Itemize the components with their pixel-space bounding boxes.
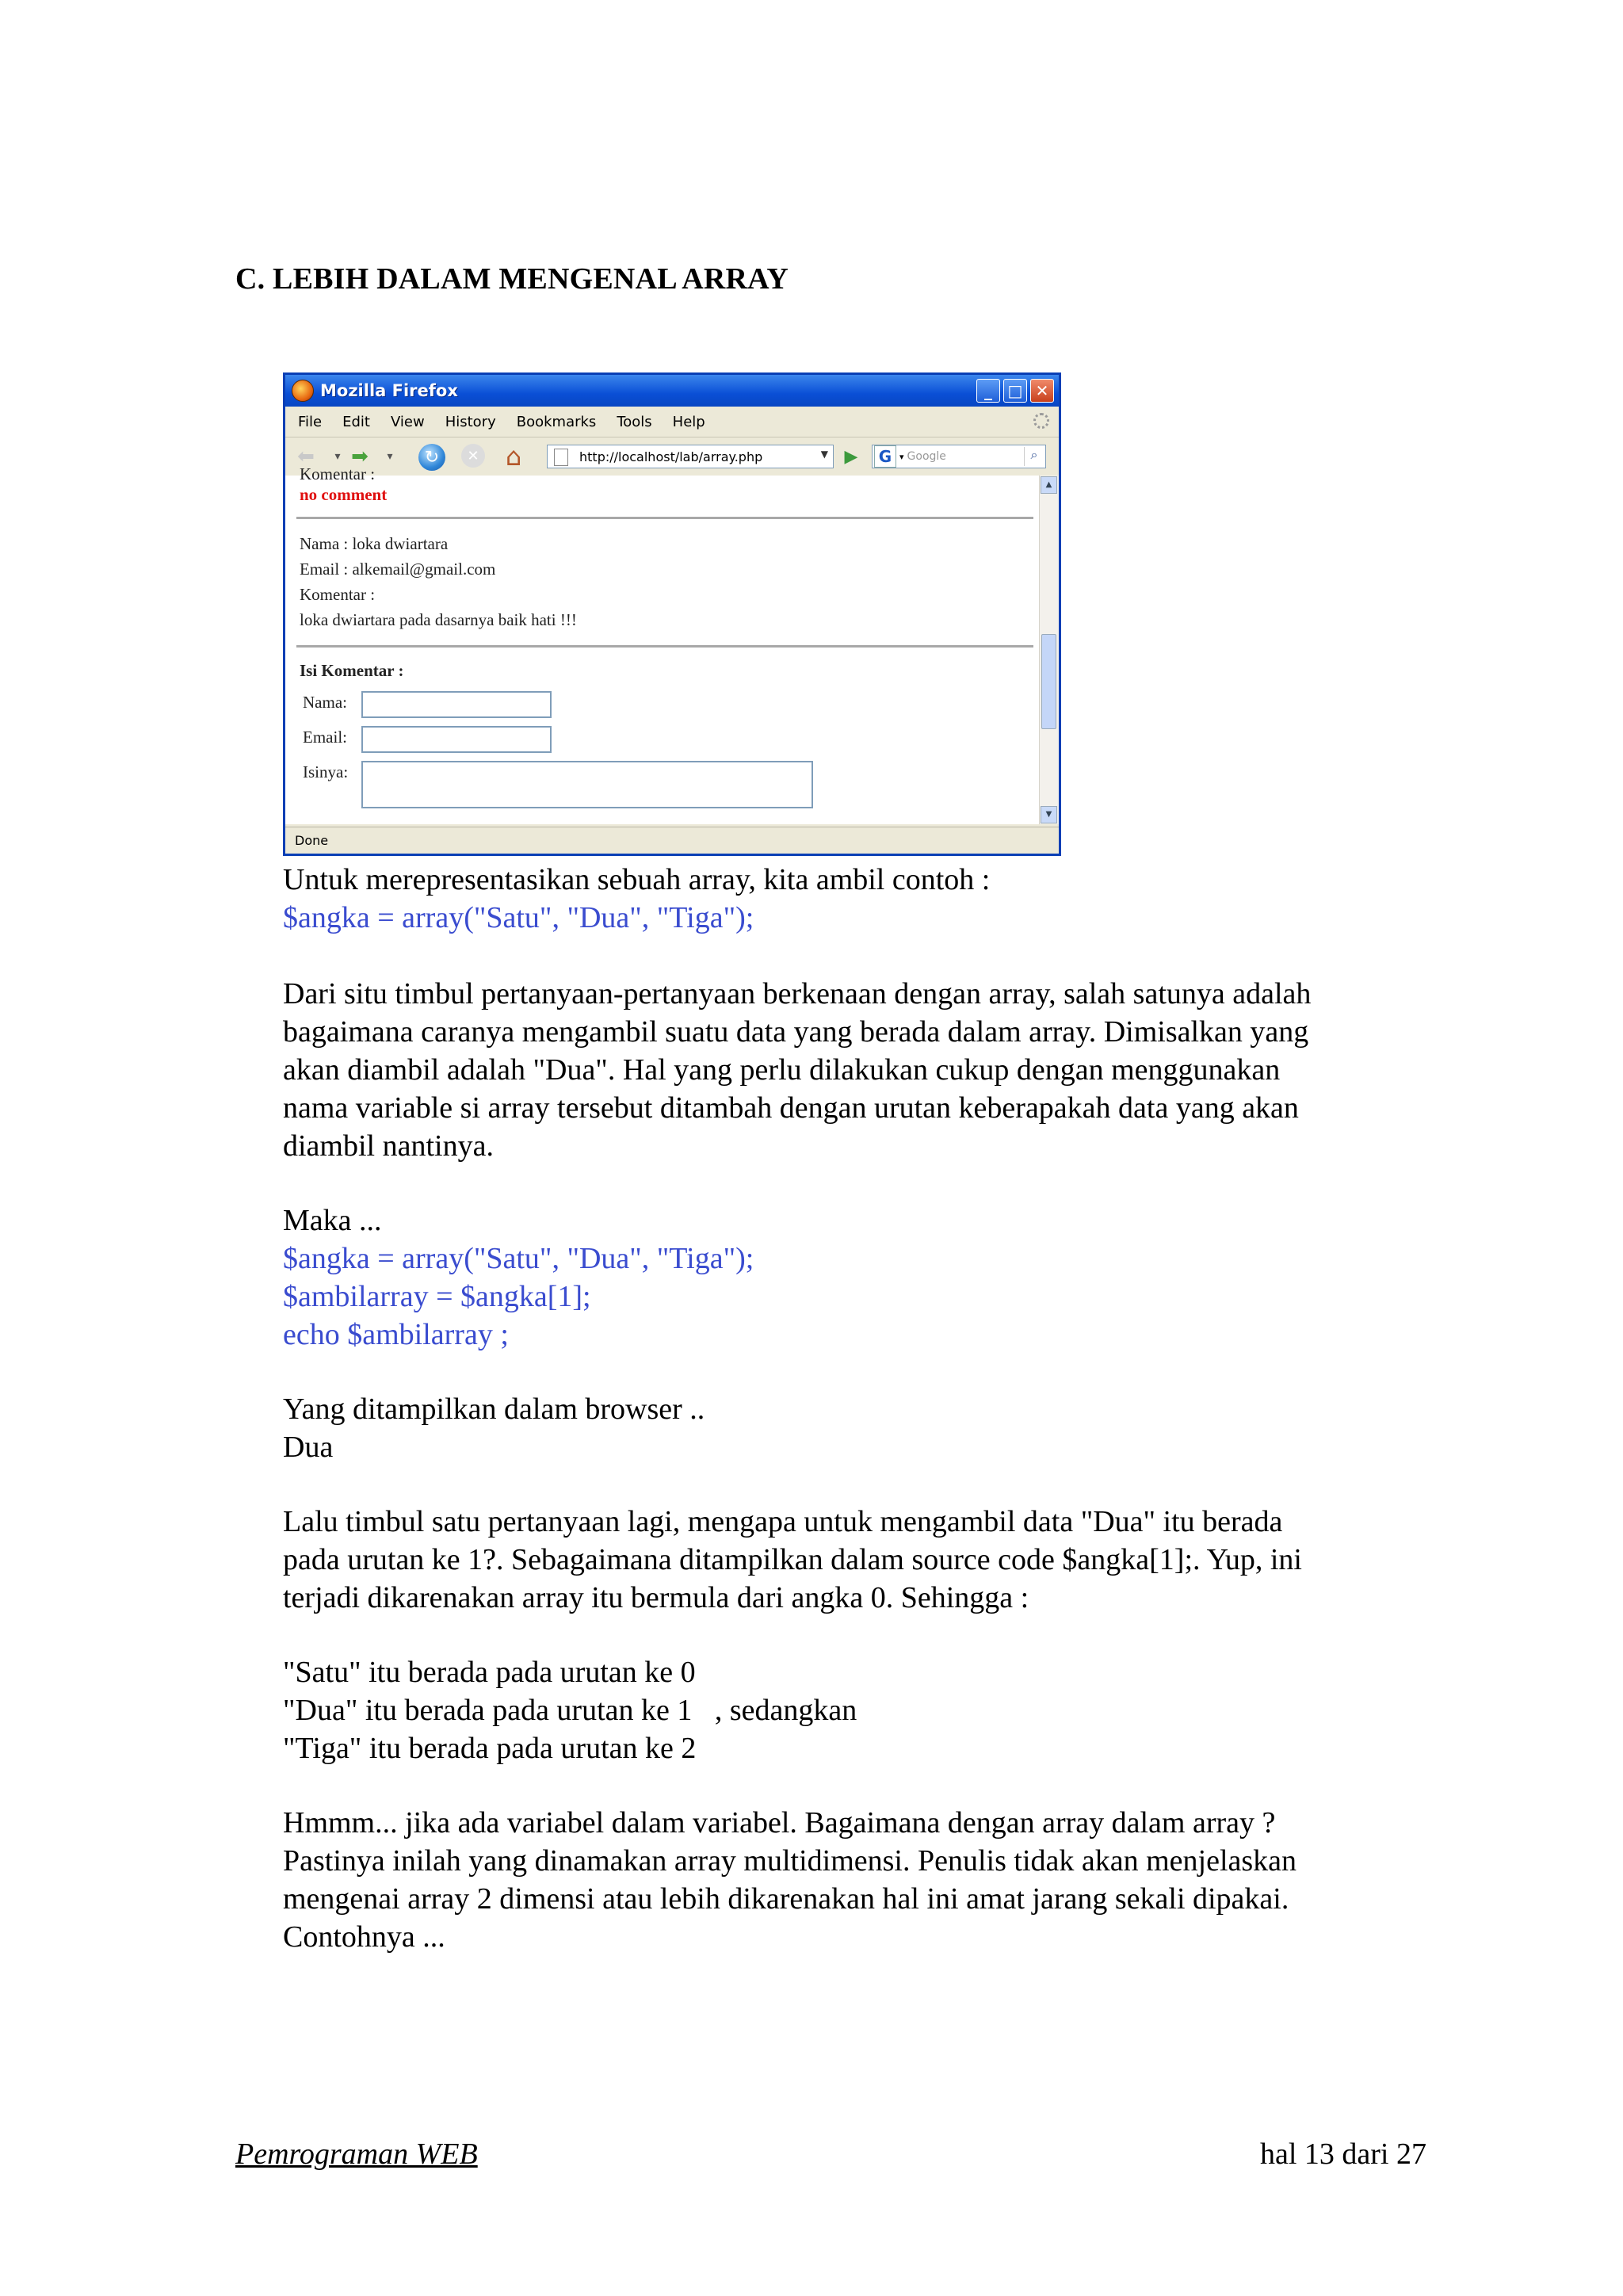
form-title: Isi Komentar : [300, 661, 404, 680]
menu-file[interactable]: File [298, 413, 323, 430]
reload-icon[interactable]: ↻ [418, 444, 445, 471]
isinya-label: Isinya: [303, 762, 349, 781]
back-arrow-icon[interactable]: ⬅ [297, 445, 315, 468]
menu-help[interactable]: Help [672, 413, 705, 430]
email-label: Email: [303, 728, 347, 747]
index-line: "Dua" itu berada pada urutan ke 1 , sedangkan [283, 1694, 857, 1727]
entry-name: Nama : loka dwiartara [300, 534, 449, 553]
email-input[interactable] [361, 726, 552, 753]
search-box[interactable] [872, 445, 1046, 468]
paragraph-line: mengenai array 2 dimensi atau lebih dikarenakan hal ini amat jarang sekali dipakai. [283, 1882, 1289, 1916]
stop-icon[interactable]: ✕ [461, 444, 485, 468]
paragraph-line: terjadi dikarenakan array itu bermula dari angka 0. Sehingga : [283, 1581, 1029, 1614]
paragraph-line: bagaimana caranya mengambil suatu data yang berada dalam array. Dimisalkan yang [283, 1015, 1309, 1049]
entry-komentar-text: loka dwiartara pada dasarnya baik hati !!! [300, 610, 577, 629]
menu-history[interactable]: History [445, 413, 496, 430]
section-heading: C. LEBIH DALAM MENGENAL ARRAY [235, 262, 789, 296]
url-bar[interactable] [547, 445, 834, 468]
search-placeholder: Google [907, 450, 946, 463]
paragraph-output-value: Dua [283, 1431, 334, 1464]
menu-tools[interactable]: Tools [617, 413, 652, 430]
forward-arrow-icon[interactable]: ➡ [351, 445, 369, 468]
paragraph-intro: Untuk merepresentasikan sebuah array, kita ambil contoh : [283, 863, 991, 896]
paragraph-output-label: Yang ditampilkan dalam browser .. [283, 1392, 705, 1426]
paragraph-line: Dari situ timbul pertanyaan-pertanyaan berkenaan dengan array, salah satunya adalah [283, 977, 1312, 1010]
page-icon [554, 449, 568, 466]
paragraph-line: pada urutan ke 1?. Sebagaimana ditampilkan dalam source code $angka[1];. Yup, ini [283, 1543, 1302, 1576]
scroll-down-icon[interactable]: ▼ [1041, 806, 1057, 823]
menu-bookmarks[interactable]: Bookmarks [516, 413, 597, 430]
home-icon[interactable]: ⌂ [505, 441, 522, 472]
paragraph-line: akan diambil adalah "Dua". Hal yang perlu dilakukan cukup dengan menggunakan [283, 1053, 1281, 1087]
divider [296, 645, 1033, 648]
minimize-button[interactable]: _ [976, 379, 1000, 403]
maximize-button[interactable]: □ [1003, 379, 1027, 403]
url-dropdown-icon[interactable]: ▼ [820, 449, 828, 460]
firefox-logo-icon [292, 380, 314, 402]
navigation-toolbar [285, 437, 1059, 476]
go-arrow-icon[interactable]: ▶ [844, 446, 858, 467]
divider [296, 517, 1033, 519]
search-icon[interactable]: ⌕ [1024, 447, 1044, 466]
code-line: $angka = array("Satu", "Dua", "Tiga"); [283, 901, 754, 934]
paragraph-line: Hmmm... jika ada variabel dalam variabel. Bagaimana dengan array dalam array ? [283, 1806, 1276, 1839]
paragraph-line: Pastinya inilah yang dinamakan array multidimensi. Penulis tidak akan menjelaskan [283, 1844, 1297, 1878]
paragraph-line: diambil nantinya. [283, 1129, 494, 1163]
url-text: http://localhost/lab/array.php [579, 449, 763, 464]
code-line: echo $ambilarray ; [283, 1318, 509, 1351]
code-line: $angka = array("Satu", "Dua", "Tiga"); [283, 1242, 754, 1275]
index-line: "Satu" itu berada pada urutan ke 0 [283, 1656, 696, 1689]
nama-input[interactable] [361, 691, 552, 718]
index-line: "Tiga" itu berada pada urutan ke 2 [283, 1732, 697, 1765]
footer-title: Pemrograman WEB [235, 2137, 478, 2171]
code-line: $ambilarray = $angka[1]; [283, 1280, 591, 1313]
scroll-up-icon[interactable]: ▲ [1041, 476, 1057, 494]
entry-email: Email : alkemail@gmail.com [300, 560, 496, 579]
menu-view[interactable]: View [390, 413, 425, 430]
paragraph-maka: Maka ... [283, 1204, 382, 1237]
komentar-label-top: Komentar : [300, 464, 376, 483]
search-engine-dropdown-icon[interactable]: ▾ [899, 451, 904, 462]
paragraph-line: Contohnya ... [283, 1920, 445, 1954]
activity-throbber-icon [1033, 413, 1049, 429]
menu-edit[interactable]: Edit [342, 413, 370, 430]
page-number: hal 13 dari 27 [1259, 2137, 1426, 2171]
no-comment-text: no comment [300, 485, 388, 504]
window-buttons [976, 379, 1054, 403]
search-engine-icon[interactable]: G [874, 445, 896, 468]
back-history-dropdown-icon[interactable]: ▾ [334, 450, 341, 463]
browser-titlebar [285, 375, 1059, 407]
scroll-thumb[interactable] [1041, 634, 1056, 729]
menu-bar [285, 407, 1059, 437]
browser-screenshot [283, 372, 1061, 856]
page-content [285, 464, 1044, 824]
status-bar [285, 827, 1059, 854]
paragraph-line: nama variable si array tersebut ditambah dengan urutan keberapakah data yang akan [283, 1091, 1299, 1125]
forward-history-dropdown-icon[interactable]: ▾ [387, 450, 393, 463]
nama-label: Nama: [303, 693, 347, 712]
vertical-scrollbar[interactable] [1039, 476, 1059, 824]
status-text: Done [295, 833, 329, 848]
isinya-textarea[interactable] [361, 761, 813, 808]
paragraph-line: Lalu timbul satu pertanyaan lagi, mengapa untuk mengambil data "Dua" itu berada [283, 1505, 1283, 1538]
browser-title: Mozilla Firefox [320, 381, 458, 400]
close-button[interactable]: ✕ [1030, 379, 1054, 403]
entry-komentar-label: Komentar : [300, 585, 376, 604]
